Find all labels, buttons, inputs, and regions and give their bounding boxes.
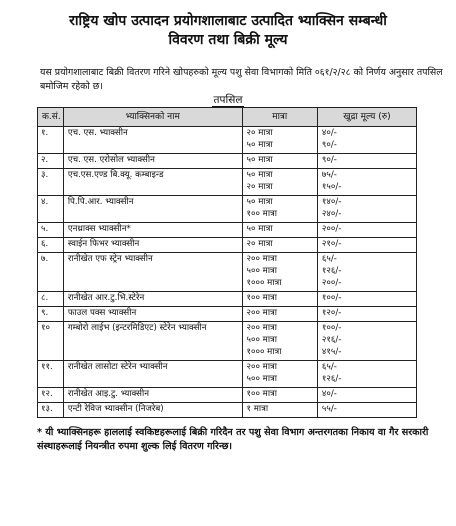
- row-price: ४१५/-: [321, 347, 342, 357]
- row-quantity-cell: [242, 154, 317, 169]
- table-subheading: [0, 94, 456, 107]
- row-price: १२६/-: [321, 266, 342, 276]
- row-quantity: २०० मात्रा: [246, 254, 278, 264]
- title-line-2: विवरण तथा बिक्री मूल्य: [168, 32, 288, 48]
- header-name: भ्याक्सिनको नाम: [63, 108, 242, 127]
- row-quantity: ५०० मात्रा: [246, 335, 278, 345]
- table-row: [38, 196, 417, 223]
- row-vaccine-name: एच. एस. एरोसोल भ्याक्सीन: [63, 154, 242, 169]
- row-quantity: २० मात्रा: [246, 128, 273, 138]
- row-serial-number: १२.: [38, 388, 64, 403]
- row-quantity: ५० मात्रा: [246, 140, 273, 150]
- table-row: [38, 253, 417, 292]
- row-quantity-cell: [242, 322, 317, 361]
- row-serial-number: ३.: [38, 169, 64, 196]
- row-price: १५०/-: [321, 182, 342, 192]
- row-price-cell: [317, 238, 416, 253]
- row-serial-number: ११.: [38, 361, 64, 388]
- row-serial-number: ८.: [38, 292, 64, 307]
- row-serial-number: २.: [38, 154, 64, 169]
- row-price-cell: [317, 292, 416, 307]
- row-serial-number: ४.: [38, 196, 64, 223]
- row-vaccine-name: एच. एस. भ्याक्सीन: [63, 127, 242, 154]
- row-price: ९०/-: [321, 155, 337, 165]
- row-quantity-cell: [242, 307, 317, 322]
- row-serial-number: १.: [38, 127, 64, 154]
- table-row: [38, 307, 417, 322]
- row-price: १००/-: [321, 293, 342, 303]
- row-serial-number: ६.: [38, 238, 64, 253]
- table-row: [38, 127, 417, 154]
- row-price: १००/-: [321, 323, 342, 333]
- row-vaccine-name: एन्टी रेविज भ्याक्सीन (निजरेब): [63, 403, 242, 418]
- row-price: १४०/-: [321, 197, 342, 207]
- row-quantity: १००० मात्रा: [246, 347, 282, 357]
- footnote: * यी भ्याक्सिनहरू हाललाई स्वकिष्टहरूलाई बिक्री गरिदैन तर पशु सेवा विभाग अन्तरगतका निकाय वा गैर सरकारी संस्थाहरूलाई नियन्त्रीत रुपमा शुल्क लिई वितरण गरिन्छ।: [37, 427, 429, 452]
- row-price: २१०/-: [321, 239, 342, 249]
- row-vaccine-name: रानीखेत लासोटा स्टेरेन भ्याक्सीन: [63, 361, 242, 388]
- row-quantity: ५०० मात्रा: [246, 266, 278, 276]
- row-serial-number: ९.: [38, 307, 64, 322]
- table-row: [38, 388, 417, 403]
- row-serial-number: १३.: [38, 403, 64, 418]
- header-price: खुद्रा मूल्य (रु): [317, 108, 416, 127]
- row-vaccine-name: एनथ्राक्स भ्याक्सीन*: [63, 223, 242, 238]
- row-quantity: ५० मात्रा: [246, 224, 273, 234]
- table-row: [38, 238, 417, 253]
- row-serial-number: ५.: [38, 223, 64, 238]
- row-quantity: ५० मात्रा: [246, 155, 273, 165]
- row-vaccine-name: एच.एस.एण्ड बि.क्यू. कम्बाइन्ड: [63, 169, 242, 196]
- row-quantity-cell: [242, 292, 317, 307]
- row-quantity: २०० मात्रा: [246, 323, 278, 333]
- row-quantity-cell: [242, 127, 317, 154]
- row-price-cell: [317, 253, 416, 292]
- row-price-cell: [317, 388, 416, 403]
- row-price: १२०/-: [321, 308, 342, 318]
- row-quantity: १०० मात्रा: [246, 209, 278, 219]
- row-price-cell: [317, 169, 416, 196]
- table-row: [38, 169, 417, 196]
- row-vaccine-name: रानीखेत आर.टु.भि.स्टेरेन: [63, 292, 242, 307]
- table-row: [38, 322, 417, 361]
- row-price-cell: [317, 403, 416, 418]
- row-price-cell: [317, 322, 416, 361]
- row-price: २००/-: [321, 278, 342, 288]
- row-vaccine-name: रानीखेत एफ स्ट्रेन भ्याक्सीन: [63, 253, 242, 292]
- row-price: २१६/-: [321, 335, 342, 345]
- row-quantity: २०० मात्रा: [246, 308, 278, 318]
- row-price: २४०/-: [321, 209, 342, 219]
- table-row: [38, 361, 417, 388]
- row-quantity-cell: [242, 238, 317, 253]
- row-price-cell: [317, 154, 416, 169]
- row-quantity-cell: [242, 223, 317, 238]
- table-body: [38, 127, 417, 418]
- row-quantity: २०० मात्रा: [246, 362, 278, 372]
- title-line-1: राष्ट्रिय खोप उत्पादन प्रयोगशालाबाट उत्पादित भ्याक्सिन सम्बन्धी: [69, 13, 387, 29]
- subheading-text: तपसिल: [213, 94, 243, 106]
- row-price: ५५/-: [321, 404, 337, 414]
- row-price-cell: [317, 196, 416, 223]
- row-quantity: ५० मात्रा: [246, 197, 273, 207]
- row-quantity-cell: [242, 169, 317, 196]
- row-vaccine-name: पि.पि.आर. भ्याक्सीन: [63, 196, 242, 223]
- row-price: १२६/-: [321, 374, 342, 384]
- row-price: ६५/-: [321, 254, 337, 264]
- row-quantity: १ मात्रा: [246, 404, 269, 414]
- row-quantity: १०० मात्रा: [246, 293, 278, 303]
- row-quantity-cell: [242, 253, 317, 292]
- row-vaccine-name: फाउल पक्स भ्याक्सीन: [63, 307, 242, 322]
- row-price-cell: [317, 127, 416, 154]
- table-row: [38, 403, 417, 418]
- row-price: ७५/-: [321, 170, 337, 180]
- row-quantity-cell: [242, 361, 317, 388]
- table-row: [38, 223, 417, 238]
- row-quantity-cell: [242, 403, 317, 418]
- row-price: २००/-: [321, 224, 342, 234]
- row-serial-number: १०: [38, 322, 64, 361]
- vaccine-price-table: [37, 107, 417, 418]
- row-quantity-cell: [242, 196, 317, 223]
- row-price: ९०/-: [321, 140, 337, 150]
- table-header-row: [38, 108, 417, 127]
- table-row: [38, 292, 417, 307]
- row-price: ६५/-: [321, 362, 337, 372]
- row-quantity: ५०० मात्रा: [246, 374, 278, 384]
- row-quantity: १०० मात्रा: [246, 389, 278, 399]
- intro-paragraph: यस प्रयोगशालाबाट बिक्री वितरण गरिने खोपहरुको मूल्य पशु सेवा विभागको मिति ०६१/२/२८ को निर्णय अनुसार तपसिल बमोजिम रहेको छ।: [40, 67, 443, 92]
- row-quantity: ५० मात्रा: [246, 170, 273, 180]
- row-vaccine-name: स्वाईन फिभर भ्याक्सीन: [63, 238, 242, 253]
- row-price-cell: [317, 223, 416, 238]
- row-quantity: १००० मात्रा: [246, 278, 282, 288]
- row-price-cell: [317, 361, 416, 388]
- table-row: [38, 154, 417, 169]
- row-quantity: २० मात्रा: [246, 182, 273, 192]
- header-sn: क.सं.: [38, 108, 64, 127]
- row-price: ४०/-: [321, 389, 337, 399]
- row-vaccine-name: गम्बोरो लाईभ (इन्टरमिडिएट) स्टेरेन भ्याक्सीन: [63, 322, 242, 361]
- row-price: ४०/-: [321, 128, 337, 138]
- row-quantity-cell: [242, 388, 317, 403]
- header-qty: मात्रा: [242, 108, 317, 127]
- row-price-cell: [317, 307, 416, 322]
- row-vaccine-name: रानीखेत आइ.टु. भ्याक्सीन: [63, 388, 242, 403]
- row-quantity: २० मात्रा: [246, 239, 273, 249]
- row-serial-number: ७.: [38, 253, 64, 292]
